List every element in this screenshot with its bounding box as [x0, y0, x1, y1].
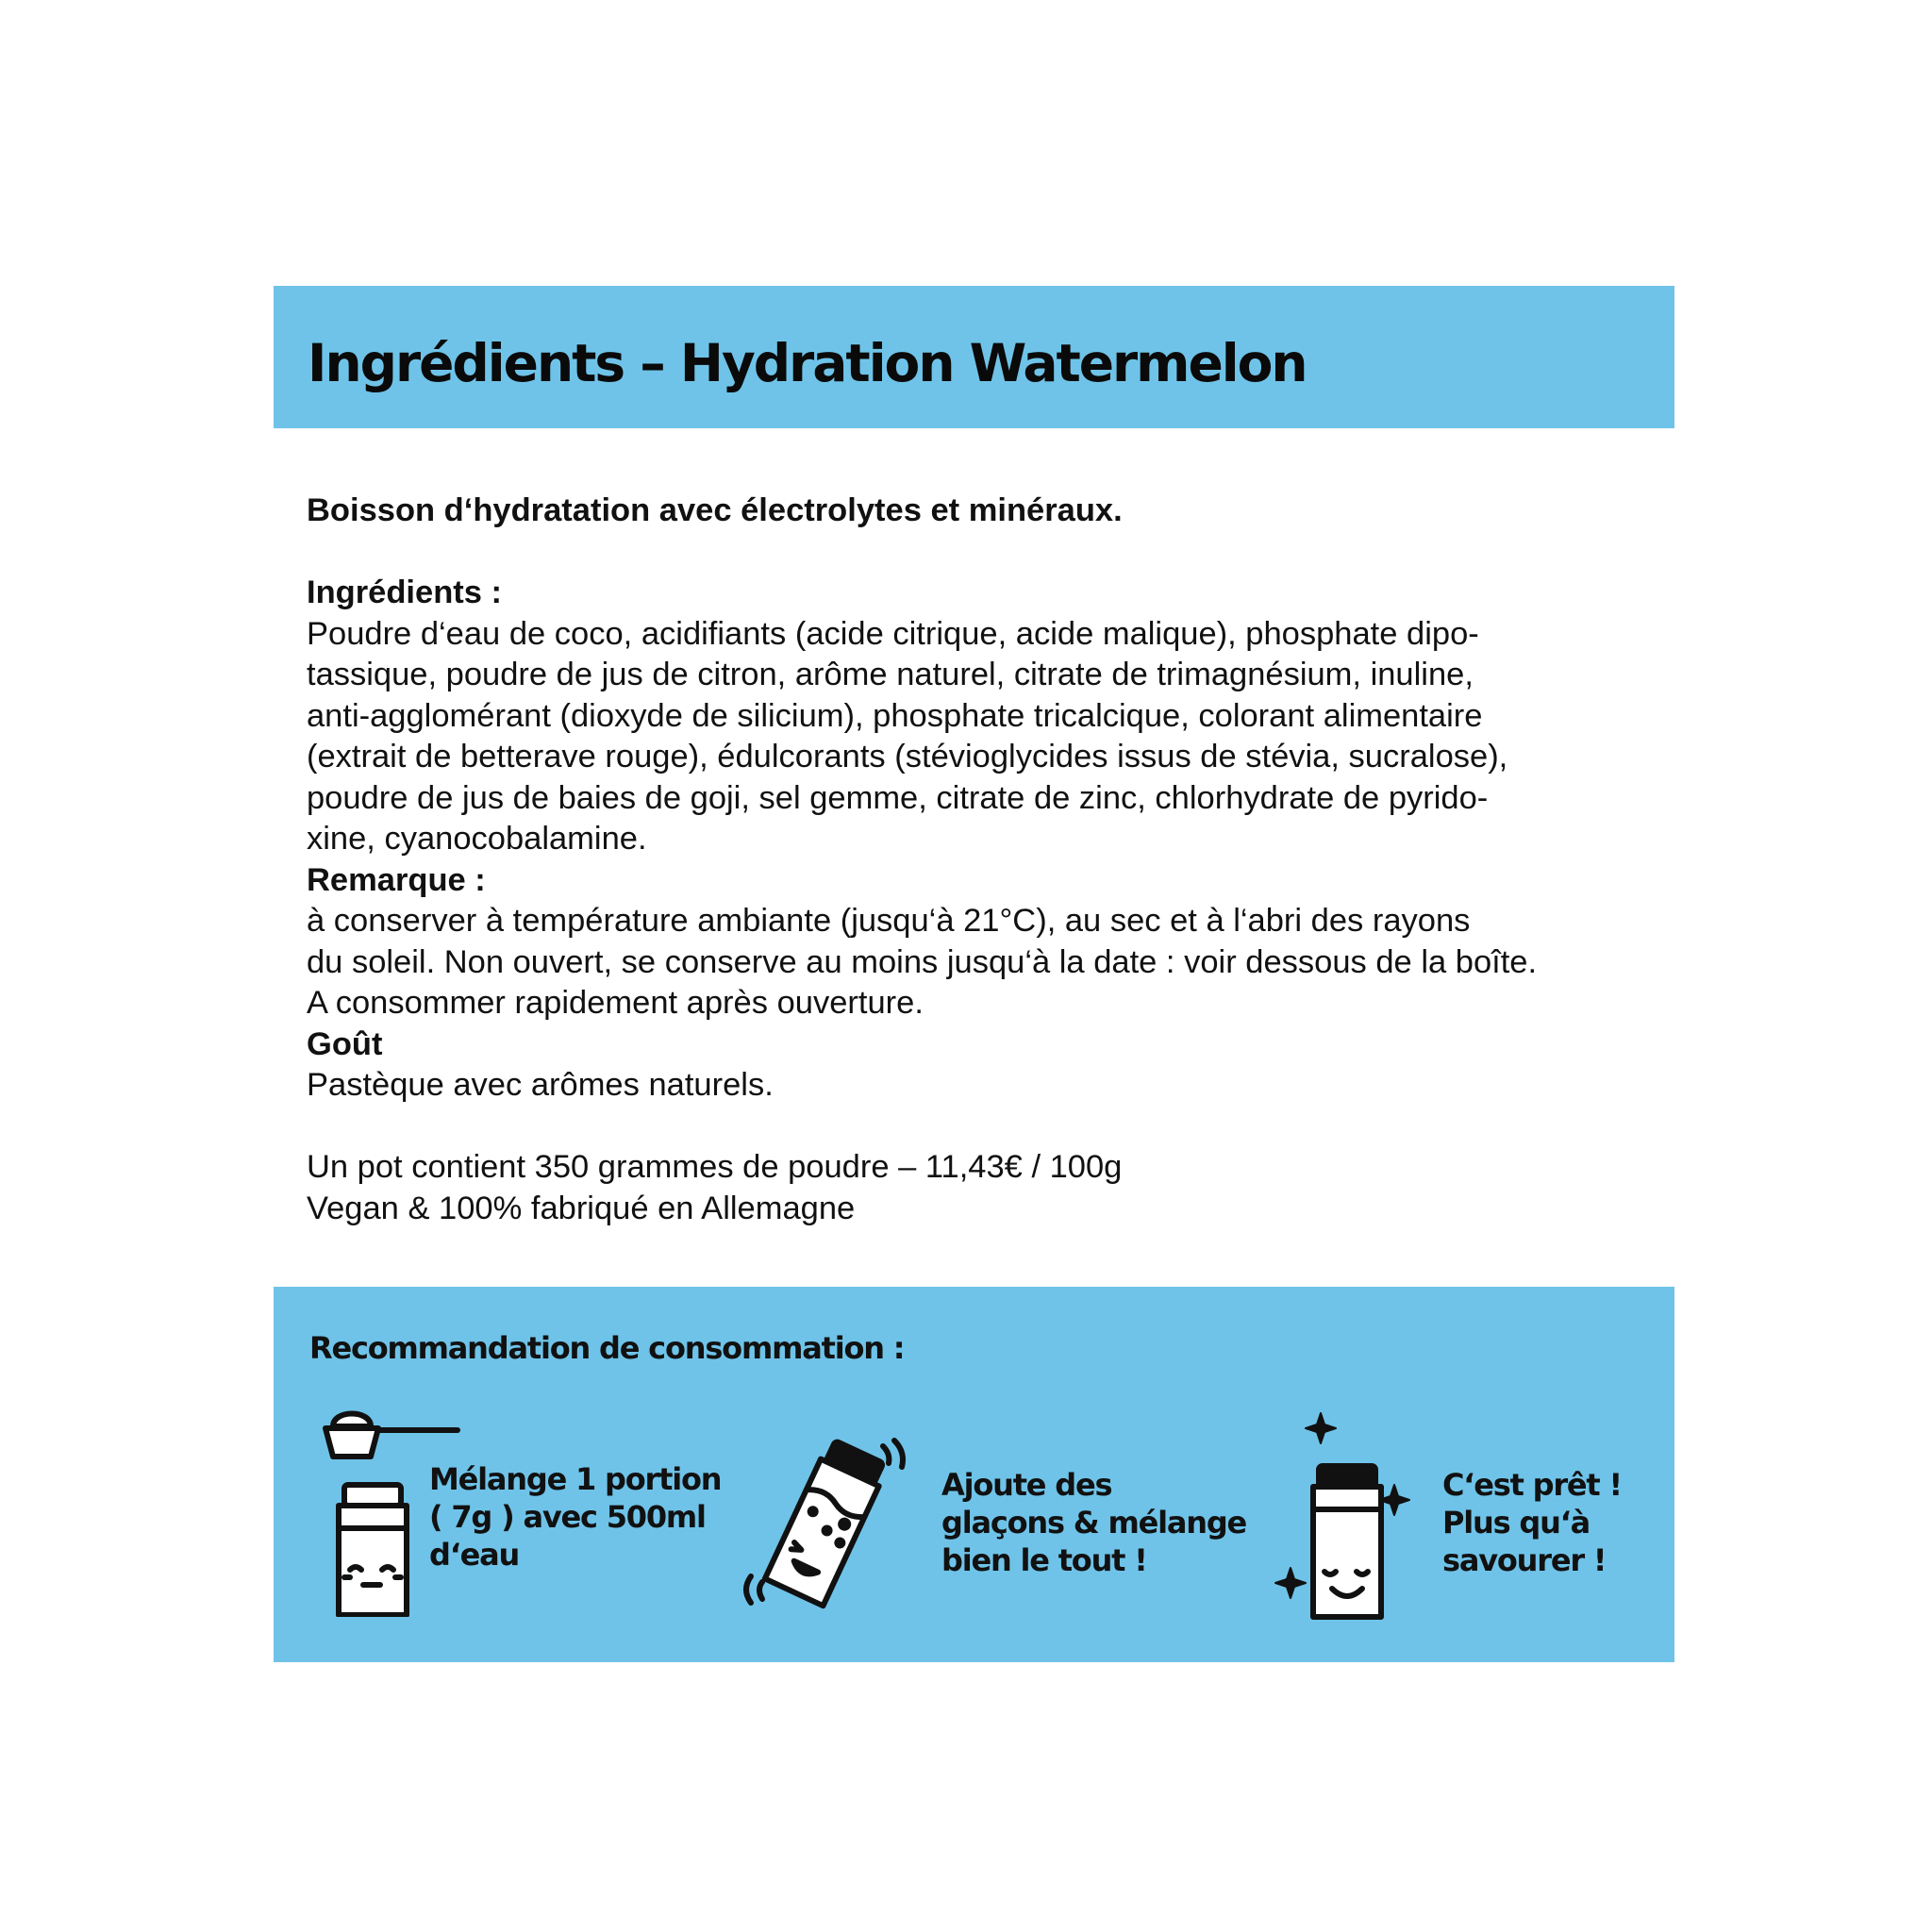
step-line: d‘eau	[429, 1537, 520, 1573]
ingredients-heading: Ingrédients :	[307, 575, 503, 610]
taste-text: Pastèque avec arômes naturels.	[307, 1067, 774, 1103]
step-line: bien le tout !	[941, 1542, 1147, 1578]
ingredients-line: Poudre d‘eau de coco, acidifiants (acide citrique, acide malique), phosphate dipo-	[307, 615, 1479, 652]
step-3-text	[1442, 1466, 1622, 1579]
step-line: Ajoute des	[941, 1467, 1112, 1503]
spacer	[307, 1107, 1665, 1148]
step-line: C‘est prêt !	[1442, 1467, 1622, 1503]
spacer	[307, 532, 1665, 574]
taste-heading: Goût	[307, 1025, 383, 1062]
ingredients-line: tassique, poudre de jus de citron, arôme naturel, citrate de trimagnésium, inuline,	[307, 657, 1474, 692]
remark-line: du soleil. Non ouvert, se conserve au moins jusqu‘à la date : voir dessous de la boîte.	[307, 943, 1538, 980]
ingredients-line: (extrait de betterave rouge), édulcorants (stévioglycides issus de stévia, sucralose),	[307, 739, 1508, 774]
step-2-text	[941, 1466, 1246, 1579]
origin-info: Vegan & 100% fabriqué en Allemagne	[307, 1190, 856, 1226]
ingredients-line: poudre de jus de baies de goji, sel gemme, citrate de zinc, chlorhydrate de pyrido-	[307, 779, 1489, 816]
sparkling-bottle-icon	[1274, 1409, 1424, 1626]
product-description	[307, 491, 1665, 1229]
recommendation-title: Recommandation de consommation :	[309, 1330, 905, 1366]
package-info: Un pot contient 350 grammes de poudre – 11,43€ / 100g	[307, 1149, 1123, 1185]
step-line: glaçons & mélange	[941, 1505, 1247, 1541]
remark-line: à conserver à température ambiante (jusqu‘à 21°C), au sec et à l‘abri des rayons	[307, 903, 1471, 939]
product-lead: Boisson d‘hydratation avec électrolytes et minéraux.	[307, 492, 1123, 528]
remark-line: A consommer rapidement après ouverture.	[307, 985, 924, 1021]
step-1-text	[429, 1460, 721, 1574]
shaking-bottle-icon	[726, 1424, 924, 1622]
ingredients-line: anti-agglomérant (dioxyde de silicium), phosphate tricalcique, colorant alimentaire	[307, 697, 1483, 734]
page-title: Ingrédients – Hydration Watermelon	[308, 333, 1307, 393]
title-banner	[274, 286, 1674, 428]
step-line: Plus qu‘à	[1442, 1505, 1591, 1541]
step-line: ( 7g ) avec 500ml	[429, 1499, 706, 1535]
recommendation-banner	[274, 1287, 1674, 1662]
step-line: Mélange 1 portion	[429, 1461, 722, 1497]
step-line: savourer !	[1442, 1542, 1607, 1578]
ingredients-line: xine, cyanocobalamine.	[307, 821, 647, 857]
remark-heading: Remarque :	[307, 861, 486, 898]
